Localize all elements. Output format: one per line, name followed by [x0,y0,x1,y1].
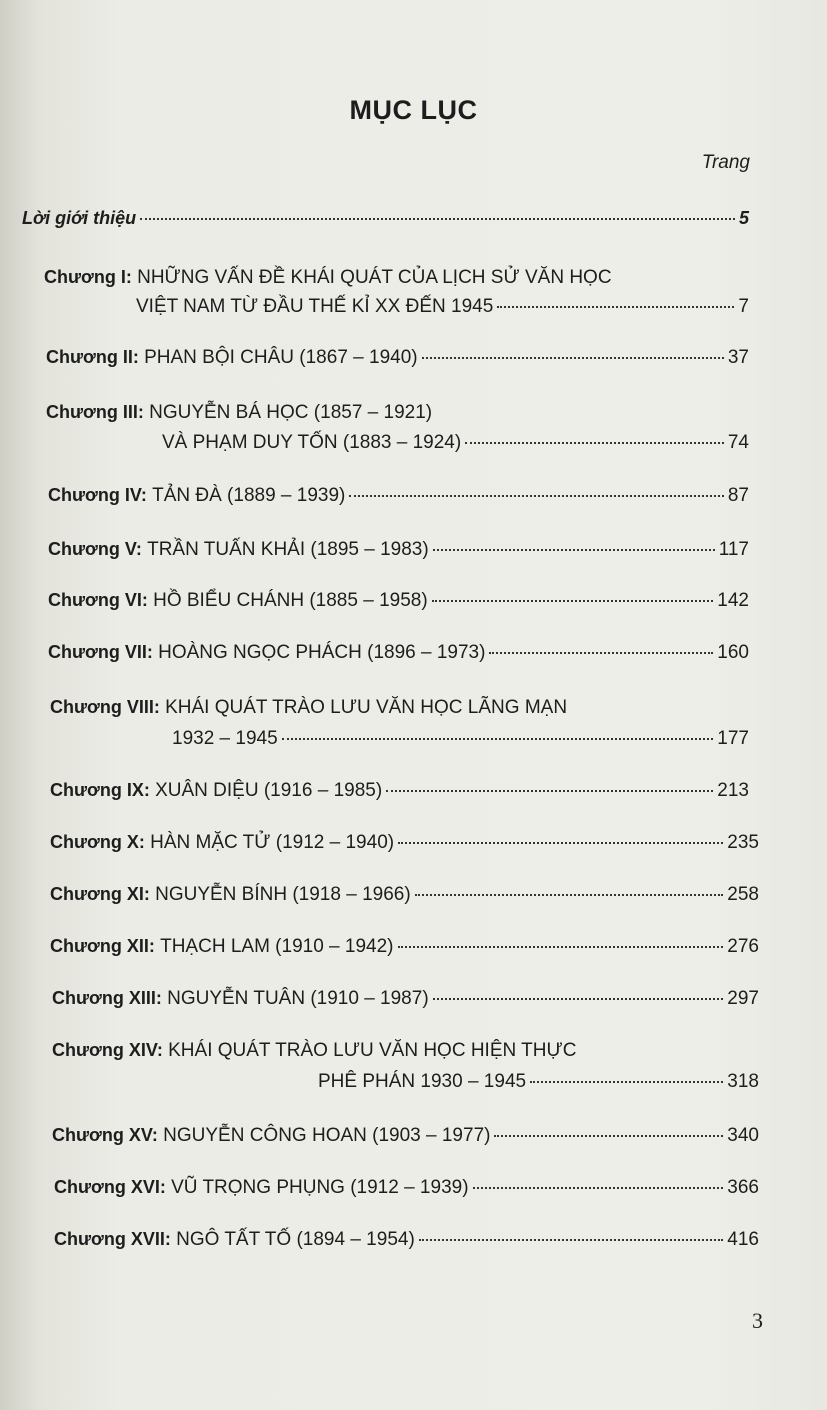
chapter-page: 142 [717,590,749,611]
toc-entry [44,267,612,289]
toc-entry [48,590,749,612]
dot-leader [398,842,723,844]
chapter-page: 366 [727,1177,759,1198]
dot-leader [473,1187,724,1189]
chapter-title: NGÔ TẤT TỐ (1894 – 1954) [176,1229,415,1250]
dot-leader [433,998,724,1000]
toc-entry-continuation [136,296,749,318]
toc-entry [52,1040,576,1062]
toc-entry [50,832,759,854]
chapter-label: Chương VII: [48,642,153,662]
chapter-label: Chương XIII: [52,988,162,1008]
chapter-title: TẢN ĐÀ (1889 – 1939) [152,485,346,506]
chapter-label: Chương XVII: [54,1229,171,1249]
dot-leader [465,442,724,444]
dot-leader [415,894,724,896]
chapter-label: Chương XV: [52,1125,158,1145]
dot-leader [494,1135,723,1137]
intro-label: Lời giới thiệu [22,208,137,228]
toc-entry [50,780,749,802]
chapter-page: 177 [717,728,749,749]
chapter-title-cont: PHÊ PHÁN 1930 – 1945 [318,1071,527,1092]
dot-leader [386,790,713,792]
toc-entry-continuation [162,432,749,454]
chapter-label: Chương X: [50,832,145,852]
chapter-title: VŨ TRỌNG PHỤNG (1912 – 1939) [171,1177,469,1198]
toc-entry [48,539,749,561]
toc-entry-intro [22,208,749,229]
chapter-label: Chương XII: [50,936,155,956]
toc-entry [52,988,759,1010]
chapter-page: 117 [718,539,749,560]
dot-leader [419,1239,724,1241]
toc-entry [52,1125,759,1147]
dot-leader [432,600,714,602]
toc-entry [54,1177,759,1199]
chapter-page: 276 [727,936,759,957]
chapter-label: Chương XI: [50,884,150,904]
chapter-page: 416 [727,1229,759,1250]
dot-leader [349,495,723,497]
chapter-title: NGUYỄN CÔNG HOAN (1903 – 1977) [163,1125,491,1146]
page-title: MỤC LỤC [349,95,478,125]
dot-leader [422,357,724,359]
chapter-title: HÀN MẶC TỬ (1912 – 1940) [150,832,395,853]
chapter-title: NGUYỄN BÁ HỌC (1857 – 1921) [149,402,433,423]
chapter-label: Chương III: [46,402,144,422]
dot-leader [398,946,724,948]
toc-entry-continuation [318,1071,759,1093]
chapter-title-cont: 1932 – 1945 [172,728,278,749]
dot-leader [282,738,714,740]
chapter-page: 74 [727,432,749,453]
toc-entry-continuation [172,728,749,750]
chapter-label: Chương IV: [48,485,147,505]
dot-leader [140,218,735,220]
chapter-title: HỒ BIỂU CHÁNH (1885 – 1958) [153,590,428,611]
chapter-title: HOÀNG NGỌC PHÁCH (1896 – 1973) [158,642,486,663]
chapter-label: Chương VIII: [50,697,160,717]
chapter-title: PHAN BỘI CHÂU (1867 – 1940) [144,347,418,368]
chapter-page: 7 [738,296,749,317]
toc-entry [50,884,759,906]
dot-leader [433,549,715,551]
toc-entry [54,1229,759,1251]
chapter-page: 258 [727,884,759,905]
chapter-title-cont: VIỆT NAM TỪ ĐẦU THẾ KỈ XX ĐẾN 1945 [136,296,494,317]
chapter-title: NGUYỄN BÍNH (1918 – 1966) [155,884,411,905]
chapter-title: KHÁI QUÁT TRÀO LƯU VĂN HỌC LÃNG MẠN [165,697,568,718]
chapter-page: 213 [717,780,749,801]
chapter-page: 340 [727,1125,759,1146]
chapter-title: THẠCH LAM (1910 – 1942) [160,936,394,957]
page-column-header: Trang [701,152,750,173]
toc-entry [50,697,567,719]
chapter-page: 235 [727,832,759,853]
chapter-title: NHỮNG VẤN ĐỀ KHÁI QUÁT CỦA LỊCH SỬ VĂN HỌC [137,267,612,288]
chapter-page: 297 [727,988,759,1009]
chapter-title: XUÂN DIỆU (1916 – 1985) [155,780,383,801]
dot-leader [497,306,734,308]
chapter-label: Chương V: [48,539,142,559]
chapter-label: Chương I: [44,267,132,287]
chapter-label: Chương VI: [48,590,148,610]
toc-entry [46,402,432,424]
chapter-title: KHÁI QUÁT TRÀO LƯU VĂN HỌC HIỆN THỰC [168,1040,577,1061]
chapter-page: 37 [727,347,749,368]
toc-entry [48,642,749,664]
intro-page: 5 [738,208,749,228]
dot-leader [489,652,713,654]
toc-entry [46,347,749,369]
chapter-title: TRẦN TUẤN KHẢI (1895 – 1983) [147,539,429,560]
chapter-label: Chương XVI: [54,1177,166,1197]
chapter-page: 87 [727,485,749,506]
dot-leader [530,1081,723,1083]
toc-entry [48,485,749,507]
chapter-label: Chương XIV: [52,1040,163,1060]
chapter-page: 160 [717,642,749,663]
chapter-label: Chương II: [46,347,139,367]
page-number: 3 [752,1308,763,1333]
toc-entry [50,936,759,958]
chapter-label: Chương IX: [50,780,150,800]
chapter-title-cont: VÀ PHẠM DUY TỐN (1883 – 1924) [162,432,462,453]
chapter-title: NGUYỄN TUÂN (1910 – 1987) [167,988,429,1009]
chapter-page: 318 [727,1071,759,1092]
